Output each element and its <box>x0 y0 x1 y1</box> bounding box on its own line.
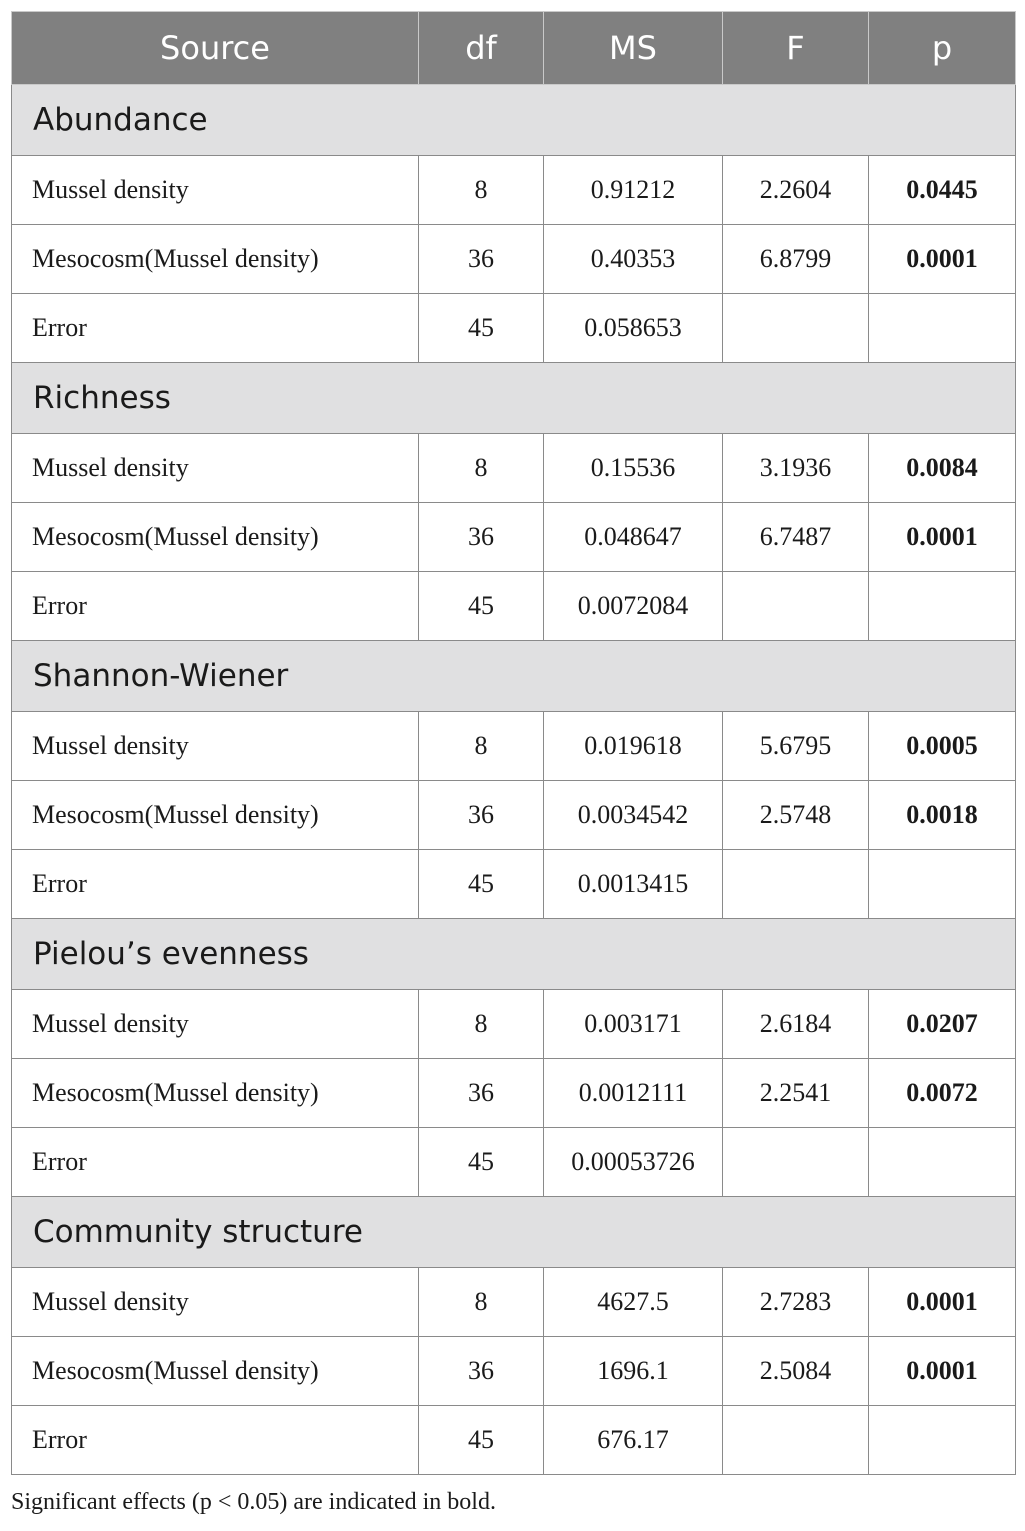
header-source: Source <box>12 12 419 85</box>
cell-ms: 0.91212 <box>544 156 723 225</box>
cell-source: Mesocosm(Mussel density) <box>12 225 419 294</box>
table-row <box>12 434 1016 503</box>
table-row <box>12 572 1016 641</box>
cell-df: 36 <box>419 1059 544 1128</box>
cell-f <box>723 294 869 363</box>
cell-ms: 0.0012111 <box>544 1059 723 1128</box>
cell-source: Mesocosm(Mussel density) <box>12 781 419 850</box>
cell-f: 2.2541 <box>723 1059 869 1128</box>
cell-f: 2.7283 <box>723 1268 869 1337</box>
cell-df: 36 <box>419 225 544 294</box>
group-header-row <box>12 641 1016 712</box>
cell-p: 0.0001 <box>869 1268 1016 1337</box>
cell-p: 0.0005 <box>869 712 1016 781</box>
cell-ms: 0.15536 <box>544 434 723 503</box>
cell-p: 0.0084 <box>869 434 1016 503</box>
cell-source: Mesocosm(Mussel density) <box>12 503 419 572</box>
cell-source: Error <box>12 1406 419 1475</box>
cell-ms: 0.00053726 <box>544 1128 723 1197</box>
group-header-row <box>12 1197 1016 1268</box>
cell-source: Error <box>12 572 419 641</box>
cell-df: 8 <box>419 990 544 1059</box>
header-ms: MS <box>544 12 723 85</box>
cell-f <box>723 1406 869 1475</box>
cell-ms: 0.0013415 <box>544 850 723 919</box>
cell-ms: 0.0072084 <box>544 572 723 641</box>
cell-p: 0.0207 <box>869 990 1016 1059</box>
cell-p <box>869 572 1016 641</box>
table-row <box>12 1059 1016 1128</box>
cell-ms: 0.0034542 <box>544 781 723 850</box>
cell-p <box>869 1128 1016 1197</box>
cell-df: 45 <box>419 572 544 641</box>
cell-source: Mussel density <box>12 712 419 781</box>
cell-f <box>723 1128 869 1197</box>
header-f: F <box>723 12 869 85</box>
table-row <box>12 294 1016 363</box>
cell-df: 8 <box>419 712 544 781</box>
table-row <box>12 712 1016 781</box>
cell-f: 2.6184 <box>723 990 869 1059</box>
cell-f <box>723 572 869 641</box>
group-header-row <box>12 85 1016 156</box>
cell-source: Error <box>12 294 419 363</box>
cell-f <box>723 850 869 919</box>
group-title: Pielou’s evenness <box>12 919 1016 990</box>
cell-p: 0.0001 <box>869 503 1016 572</box>
cell-source: Error <box>12 1128 419 1197</box>
cell-df: 36 <box>419 781 544 850</box>
cell-f: 2.5748 <box>723 781 869 850</box>
cell-f: 5.6795 <box>723 712 869 781</box>
cell-ms: 0.058653 <box>544 294 723 363</box>
cell-p: 0.0001 <box>869 225 1016 294</box>
cell-df: 45 <box>419 1128 544 1197</box>
cell-p: 0.0445 <box>869 156 1016 225</box>
group-header-row <box>12 363 1016 434</box>
table-row <box>12 503 1016 572</box>
table-row <box>12 990 1016 1059</box>
cell-f: 6.8799 <box>723 225 869 294</box>
cell-df: 36 <box>419 503 544 572</box>
cell-p: 0.0001 <box>869 1337 1016 1406</box>
cell-p <box>869 294 1016 363</box>
cell-ms: 0.019618 <box>544 712 723 781</box>
cell-p: 0.0072 <box>869 1059 1016 1128</box>
cell-df: 45 <box>419 294 544 363</box>
table-row <box>12 1406 1016 1475</box>
cell-source: Mesocosm(Mussel density) <box>12 1059 419 1128</box>
cell-p <box>869 1406 1016 1475</box>
cell-f: 2.5084 <box>723 1337 869 1406</box>
table-row <box>12 156 1016 225</box>
group-title: Community structure <box>12 1197 1016 1268</box>
cell-source: Mussel density <box>12 156 419 225</box>
table-row <box>12 1128 1016 1197</box>
table-row <box>12 850 1016 919</box>
anova-table <box>11 11 1016 1475</box>
cell-f: 2.2604 <box>723 156 869 225</box>
cell-df: 45 <box>419 850 544 919</box>
cell-ms: 0.003171 <box>544 990 723 1059</box>
cell-source: Mussel density <box>12 434 419 503</box>
cell-p: 0.0018 <box>869 781 1016 850</box>
table-row <box>12 225 1016 294</box>
cell-ms: 676.17 <box>544 1406 723 1475</box>
cell-df: 8 <box>419 1268 544 1337</box>
cell-df: 45 <box>419 1406 544 1475</box>
table-footnote: Significant effects (p < 0.05) are indicated in bold. <box>11 1489 496 1515</box>
cell-source: Mussel density <box>12 1268 419 1337</box>
cell-ms: 0.048647 <box>544 503 723 572</box>
cell-f: 6.7487 <box>723 503 869 572</box>
cell-source: Error <box>12 850 419 919</box>
cell-f: 3.1936 <box>723 434 869 503</box>
cell-source: Mesocosm(Mussel density) <box>12 1337 419 1406</box>
group-header-row <box>12 919 1016 990</box>
cell-df: 8 <box>419 434 544 503</box>
group-title: Abundance <box>12 85 1016 156</box>
cell-df: 8 <box>419 156 544 225</box>
header-row <box>12 12 1016 85</box>
table-row <box>12 1268 1016 1337</box>
table-row <box>12 1337 1016 1406</box>
cell-p <box>869 850 1016 919</box>
cell-ms: 0.40353 <box>544 225 723 294</box>
cell-ms: 4627.5 <box>544 1268 723 1337</box>
cell-df: 36 <box>419 1337 544 1406</box>
cell-ms: 1696.1 <box>544 1337 723 1406</box>
table-row <box>12 781 1016 850</box>
group-title: Shannon-Wiener <box>12 641 1016 712</box>
group-title: Richness <box>12 363 1016 434</box>
header-p: p <box>869 12 1016 85</box>
header-df: df <box>419 12 544 85</box>
cell-source: Mussel density <box>12 990 419 1059</box>
